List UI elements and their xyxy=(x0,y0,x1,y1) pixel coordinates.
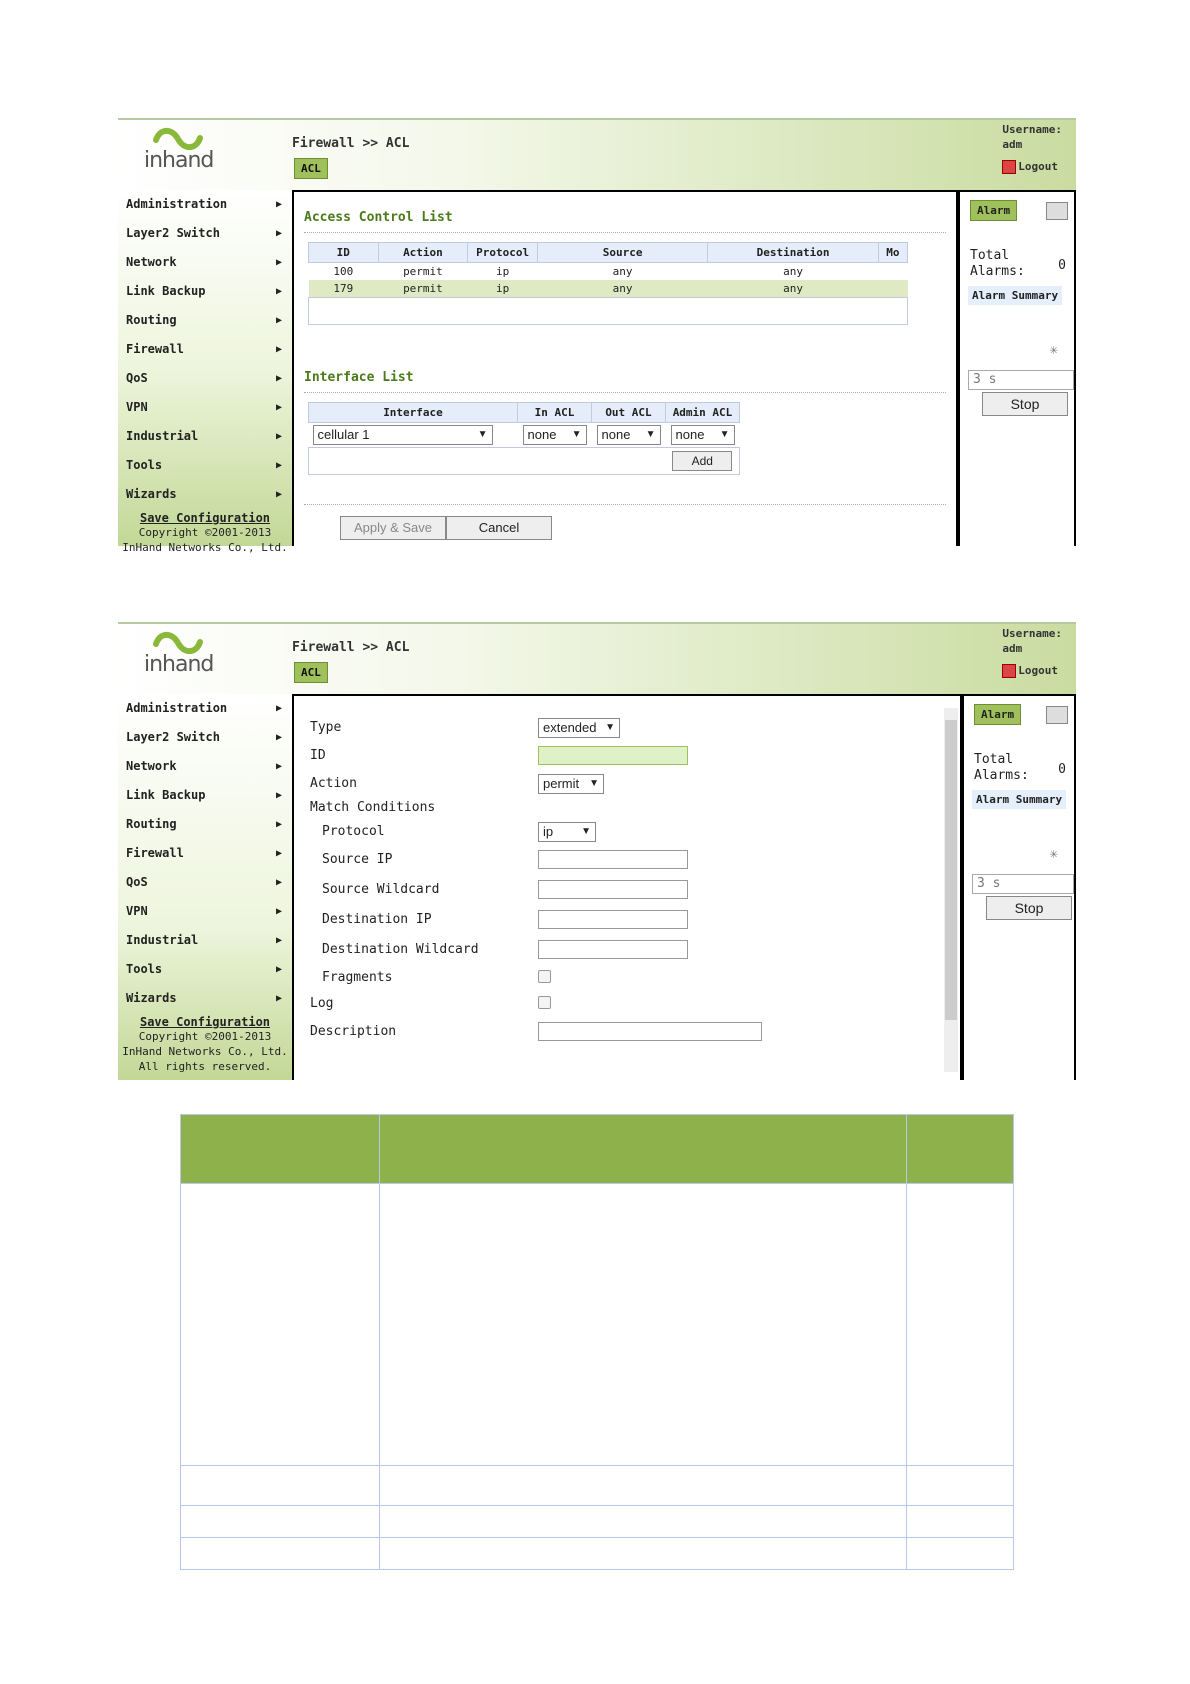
source-ip-label: Source IP xyxy=(322,852,393,867)
chevron-right-icon: ▶ xyxy=(275,819,282,830)
table-header-cell xyxy=(181,1115,380,1184)
tab-acl[interactable]: ACL xyxy=(294,158,328,179)
inhand-logo: inhand xyxy=(142,628,214,684)
chevron-right-icon: ▶ xyxy=(275,848,282,859)
sidebar-item-tools[interactable]: Tools ▶ xyxy=(118,955,292,984)
chevron-right-icon: ▶ xyxy=(275,877,282,888)
destination-wildcard-input[interactable] xyxy=(538,940,688,959)
log-checkbox[interactable] xyxy=(538,996,551,1009)
stop-button[interactable]: Stop xyxy=(982,392,1068,416)
chevron-right-icon: ▶ xyxy=(275,460,282,471)
out-acl-select[interactable]: none ▼ xyxy=(597,425,661,445)
source-ip-input[interactable] xyxy=(538,850,688,869)
header xyxy=(118,622,1076,696)
sidebar-item-qos[interactable]: QoS ▶ xyxy=(118,868,292,897)
interface-table xyxy=(308,402,740,475)
action-label: Action xyxy=(310,776,357,791)
cancel-button[interactable]: Cancel xyxy=(446,516,552,540)
fragments-label: Fragments xyxy=(322,970,393,985)
scrollbar-thumb[interactable] xyxy=(945,720,957,1020)
sidebar-item-administration[interactable]: Administration ▶ xyxy=(118,694,292,723)
logout-icon xyxy=(1002,664,1016,678)
chevron-right-icon: ▶ xyxy=(275,935,282,946)
sidebar-item-tools[interactable]: Tools ▶ xyxy=(118,451,292,480)
col-in-acl: In ACL xyxy=(518,403,592,423)
sidebar-item-industrial[interactable]: Industrial ▶ xyxy=(118,926,292,955)
minimize-icon[interactable] xyxy=(1046,202,1068,220)
username-display: Username: adm xyxy=(1002,627,1062,655)
divider xyxy=(304,504,946,505)
chevron-right-icon: ▶ xyxy=(275,431,282,442)
action-select[interactable]: permit ▼ xyxy=(538,774,604,794)
dropdown-arrow-icon: ▼ xyxy=(589,778,599,789)
acl-table xyxy=(308,242,908,325)
logout-link[interactable]: Logout xyxy=(1002,160,1058,174)
refresh-interval[interactable]: 3 s xyxy=(968,370,1074,390)
company: InHand Networks Co., Ltd. xyxy=(122,1045,288,1058)
chevron-right-icon: ▶ xyxy=(275,703,282,714)
chevron-right-icon: ▶ xyxy=(275,993,282,1004)
sidebar-item-industrial[interactable]: Industrial ▶ xyxy=(118,422,292,451)
header xyxy=(118,118,1076,192)
admin-acl-select[interactable]: none ▼ xyxy=(671,425,735,445)
sidebar-item-wizards[interactable]: Wizards ▶ xyxy=(118,984,292,1013)
acl-list-title: Access Control List xyxy=(304,210,453,225)
table-header-cell xyxy=(907,1115,1014,1184)
table-row xyxy=(181,1184,1014,1466)
logout-link[interactable]: Logout xyxy=(1002,664,1058,678)
table-row xyxy=(181,1506,1014,1538)
type-select[interactable]: extended ▼ xyxy=(538,718,620,738)
table-row xyxy=(181,1538,1014,1570)
apply-save-button[interactable]: Apply & Save xyxy=(340,516,446,540)
chevron-right-icon: ▶ xyxy=(275,732,282,743)
chevron-right-icon: ▶ xyxy=(275,373,282,384)
col-more: Mo xyxy=(878,243,907,263)
chevron-right-icon: ▶ xyxy=(275,761,282,772)
rights: All rights reserved. xyxy=(138,1060,272,1073)
total-alarms-label: Total Alarms: xyxy=(970,248,1025,279)
sidebar-item-vpn[interactable]: VPN ▶ xyxy=(118,393,292,422)
tab-alarm[interactable]: Alarm xyxy=(974,704,1021,725)
company: InHand Networks Co., Ltd. xyxy=(122,541,288,554)
dropdown-arrow-icon: ▼ xyxy=(477,429,488,440)
chevron-right-icon: ▶ xyxy=(275,906,282,917)
dropdown-arrow-icon: ▼ xyxy=(719,429,730,440)
sidebar-item-wizards[interactable]: Wizards ▶ xyxy=(118,480,292,509)
table-row xyxy=(181,1466,1014,1506)
interface-list-title: Interface List xyxy=(304,370,414,385)
sidebar-item-firewall[interactable]: Firewall ▶ xyxy=(118,335,292,364)
sidebar-item-network[interactable]: Network ▶ xyxy=(118,248,292,277)
chevron-right-icon: ▶ xyxy=(275,257,282,268)
description-label: Description xyxy=(310,1024,397,1039)
breadcrumb: Firewall >> ACL xyxy=(292,640,410,655)
save-configuration-link[interactable]: Save Configuration xyxy=(139,511,271,525)
parameter-table xyxy=(180,1114,1014,1570)
col-action: Action xyxy=(378,243,468,263)
divider xyxy=(304,232,946,233)
sidebar-item-link-backup[interactable]: Link Backup ▶ xyxy=(118,277,292,306)
tab-acl[interactable]: ACL xyxy=(294,662,328,683)
tab-alarm[interactable]: Alarm xyxy=(970,200,1017,221)
in-acl-select[interactable]: none ▼ xyxy=(523,425,587,445)
add-button[interactable]: Add xyxy=(672,451,732,471)
chevron-right-icon: ▶ xyxy=(275,402,282,413)
dropdown-arrow-icon: ▼ xyxy=(605,722,615,733)
dropdown-arrow-icon: ▼ xyxy=(571,429,582,440)
logout-icon xyxy=(1002,160,1016,174)
sidebar-item-link-backup[interactable]: Link Backup ▶ xyxy=(118,781,292,810)
save-configuration-link[interactable]: Save Configuration xyxy=(139,1015,271,1029)
table-header-cell xyxy=(380,1115,907,1184)
col-interface: Interface xyxy=(309,403,518,423)
loading-spinner-icon: ✳ xyxy=(1049,342,1058,358)
chevron-right-icon: ▶ xyxy=(275,489,282,500)
divider xyxy=(304,392,946,393)
chevron-right-icon: ▶ xyxy=(275,228,282,239)
refresh-interval[interactable]: 3 s xyxy=(972,874,1074,894)
total-alarms-label: Total Alarms: xyxy=(974,752,1029,783)
inhand-logo: inhand xyxy=(142,124,214,180)
match-conditions-label: Match Conditions xyxy=(310,800,436,815)
description-input[interactable] xyxy=(538,1022,762,1041)
copyright: Copyright ©2001-2013 xyxy=(138,1030,272,1043)
chevron-right-icon: ▶ xyxy=(275,199,282,210)
sidebar-item-layer2-switch[interactable]: Layer2 Switch ▶ xyxy=(118,219,292,248)
sidebar-item-routing[interactable]: Routing ▶ xyxy=(118,306,292,335)
screenshot-acl-form xyxy=(118,622,1076,1080)
table-row[interactable]: 100 permit ip any any xyxy=(333,265,803,278)
sidebar-item-network[interactable]: Network ▶ xyxy=(118,752,292,781)
id-label: ID xyxy=(310,748,326,763)
alarm-summary-link[interactable]: Alarm Summary xyxy=(972,790,1066,809)
chevron-right-icon: ▶ xyxy=(275,315,282,326)
destination-ip-label: Destination IP xyxy=(322,912,432,927)
total-alarms-count: 0 xyxy=(1058,762,1066,777)
alarm-summary-link[interactable]: Alarm Summary xyxy=(968,286,1062,305)
loading-spinner-icon: ✳ xyxy=(1049,846,1058,862)
id-input[interactable] xyxy=(538,746,688,765)
type-label: Type xyxy=(310,720,342,735)
alarm-panel xyxy=(962,694,1076,1080)
sidebar xyxy=(118,694,292,1080)
screenshot-acl-list xyxy=(118,118,1076,554)
sidebar-item-administration[interactable]: Administration ▶ xyxy=(118,190,292,219)
total-alarms-count: 0 xyxy=(1058,258,1066,273)
chevron-right-icon: ▶ xyxy=(275,790,282,801)
log-label: Log xyxy=(310,996,334,1011)
col-destination: Destination xyxy=(708,243,878,263)
destination-wildcard-label: Destination Wildcard xyxy=(322,942,479,957)
destination-ip-input[interactable] xyxy=(538,910,688,929)
main-panel xyxy=(292,190,958,546)
dropdown-arrow-icon: ▼ xyxy=(581,826,591,837)
chevron-right-icon: ▶ xyxy=(275,964,282,975)
col-source: Source xyxy=(537,243,707,263)
col-id: ID xyxy=(309,243,379,263)
chevron-right-icon: ▶ xyxy=(275,286,282,297)
alarm-panel xyxy=(958,190,1076,546)
col-admin-acl: Admin ACL xyxy=(666,403,740,423)
sidebar-item-firewall[interactable]: Firewall ▶ xyxy=(118,839,292,868)
copyright: Copyright ©2001-2013 xyxy=(138,526,272,539)
sidebar-item-layer2-switch[interactable]: Layer2 Switch ▶ xyxy=(118,723,292,752)
main-panel xyxy=(292,694,962,1080)
sidebar xyxy=(118,190,292,554)
chevron-right-icon: ▶ xyxy=(275,344,282,355)
source-wildcard-label: Source Wildcard xyxy=(322,882,440,897)
table-row[interactable]: 179 permit ip any any xyxy=(309,280,908,298)
protocol-label: Protocol xyxy=(322,824,385,839)
breadcrumb: Firewall >> ACL xyxy=(292,136,410,151)
dropdown-arrow-icon: ▼ xyxy=(645,429,656,440)
minimize-icon[interactable] xyxy=(1046,706,1068,724)
stop-button[interactable]: Stop xyxy=(986,896,1072,920)
interface-select[interactable]: cellular 1 ▼ xyxy=(313,425,493,445)
source-wildcard-input[interactable] xyxy=(538,880,688,899)
col-protocol: Protocol xyxy=(468,243,538,263)
scrollbar[interactable] xyxy=(944,708,958,1072)
protocol-select[interactable]: ip ▼ xyxy=(538,822,596,842)
username-display: Username: adm xyxy=(1002,123,1062,151)
sidebar-item-vpn[interactable]: VPN ▶ xyxy=(118,897,292,926)
sidebar-item-routing[interactable]: Routing ▶ xyxy=(118,810,292,839)
fragments-checkbox[interactable] xyxy=(538,970,551,983)
sidebar-item-qos[interactable]: QoS ▶ xyxy=(118,364,292,393)
col-out-acl: Out ACL xyxy=(592,403,666,423)
